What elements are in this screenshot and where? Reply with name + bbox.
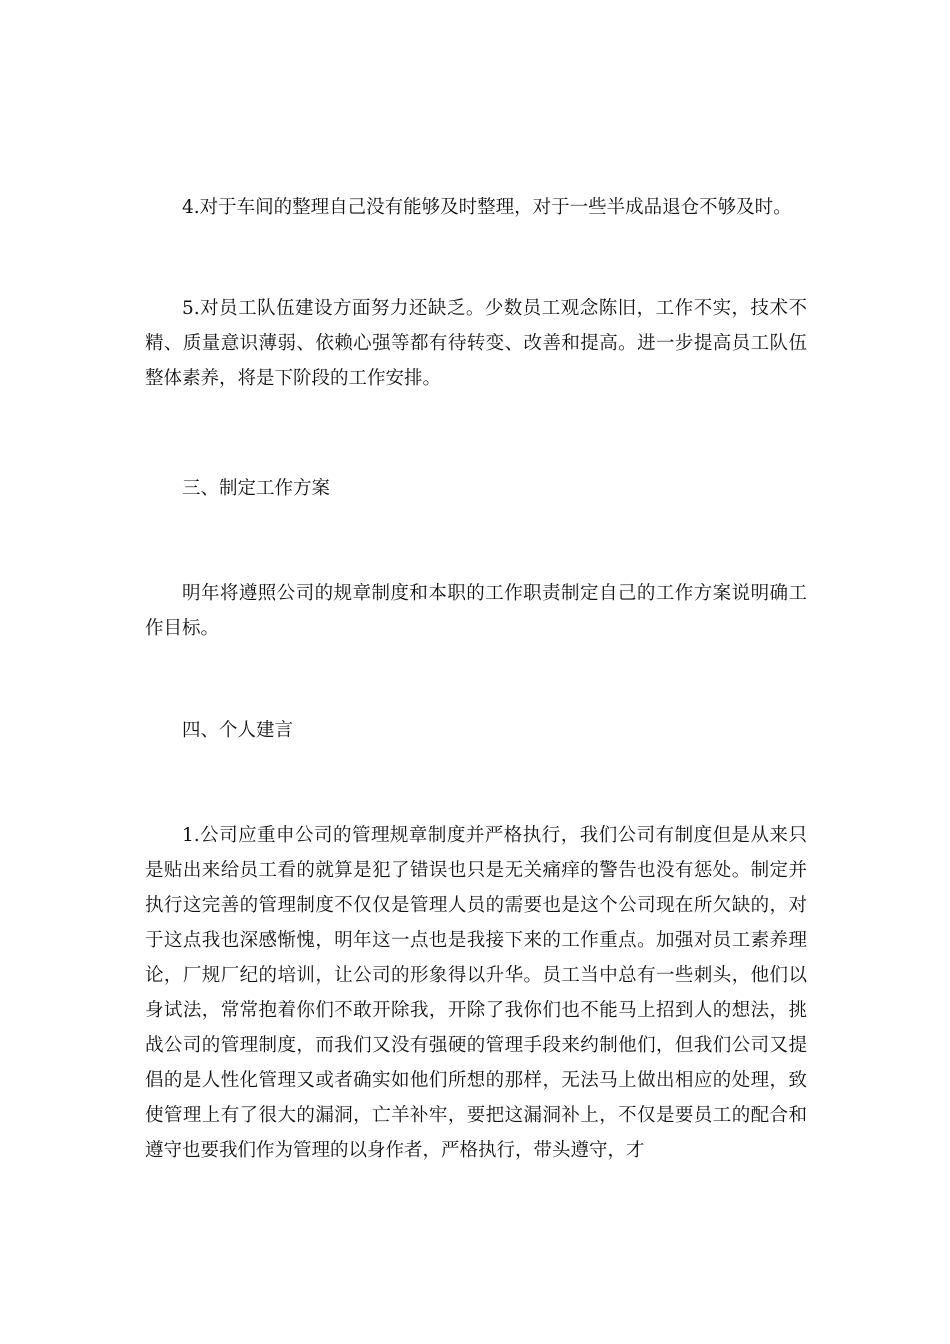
paragraph-workshop-arrangement: 4.对于车间的整理自己没有能够及时整理，对于一些半成品退仓不够及时。 bbox=[182, 197, 792, 218]
paragraph-suggestion-management-rules: 1.公司应重申公司的管理规章制度并严格执行，我们公司有制度但是从来只是贴出来给员工看的就算是犯了错误也只是无关痛痒的警告也没有惩处。制定并执行这完善的管理制度不仅仅是管理人员的需要也是这个公司现在所欠缺的，对于这点我也深感惭愧，明年这一点也是我接下来的工作重点。加强对员工素养理论，厂规厂纪的培训，让公司的形象得以升华。员工当中总有一些刺头，他们以身试法，常常抱着你们不敢开除我，开除了我你们也不能马上招到人的想法，挑战公司的管理制度，而我们又没有强硬的管理手段来约制他们，但我们公司又提倡的是人性化管理又或者确实如他们所想的那样，无法马上做出相应的处理，致使管理上有了很大的漏洞，亡羊补牢，要把这漏洞补上，不仅是要员工的配合和遵守也要我们作为管理的以身作者，严格执行，带头遵守，才 bbox=[145, 825, 807, 1161]
section-heading-personal-suggestions: 四、个人建言 bbox=[182, 720, 294, 741]
paragraph-work-plan: 明年将遵照公司的规章制度和本职的工作职责制定自己的工作方案说明确工作目标。 bbox=[145, 583, 807, 639]
section-heading-work-plan: 三、制定工作方案 bbox=[182, 478, 331, 499]
paragraph-team-building: 5.对员工队伍建设方面努力还缺乏。少数员工观念陈旧，工作不实，技术不精、质量意识薄弱、依赖心强等都有待转变、改善和提高。进一步提高员工队伍整体素养，将是下阶段的工作安排。 bbox=[145, 298, 807, 389]
